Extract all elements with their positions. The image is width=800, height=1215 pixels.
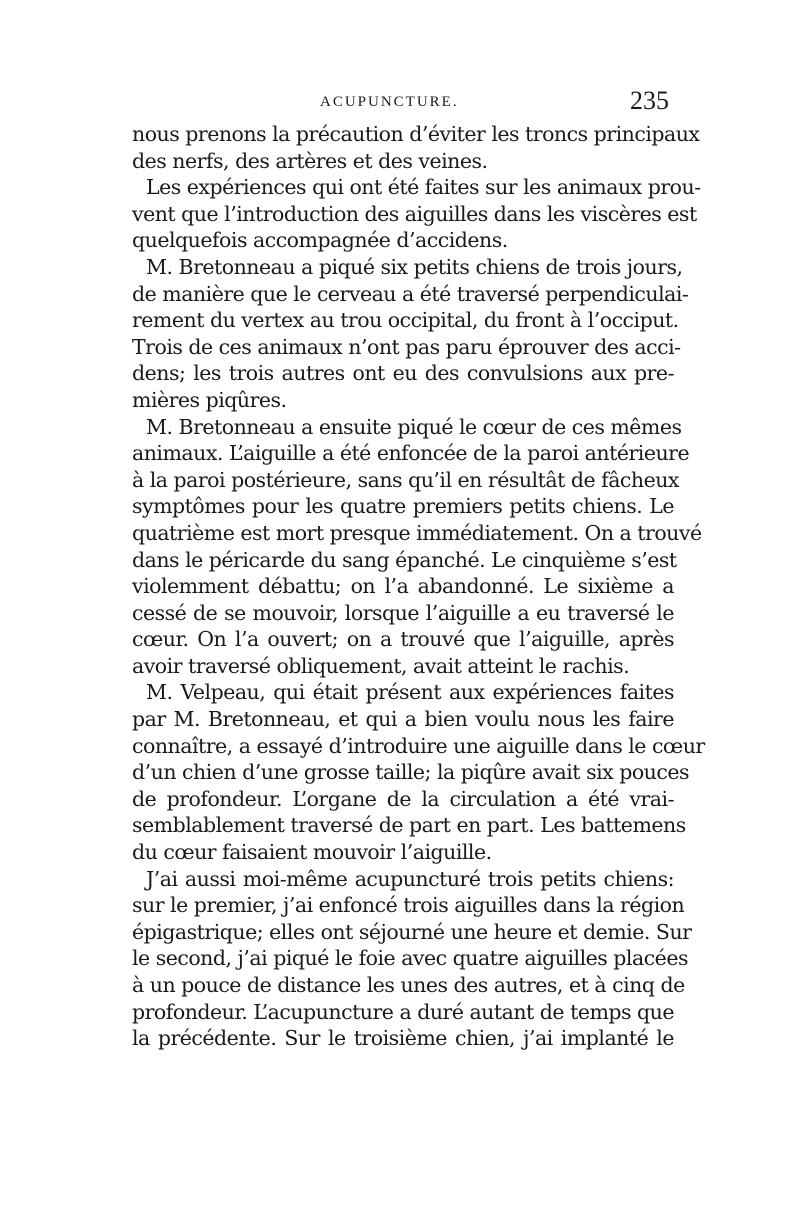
- text-line: dans le péricarde du sang épanché. Le cinquième s’est: [132, 547, 677, 572]
- text-line: vent que l’introduction des aiguilles dans les viscères est: [132, 201, 697, 226]
- text-line: violemment débattu; on l’a abandonné. Le sixième a: [132, 574, 674, 599]
- text-line: Les expériences qui ont été faites sur les animaux prou-: [146, 175, 701, 200]
- text-line: nous prenons la précaution d’éviter les troncs principaux: [132, 122, 700, 146]
- body-text: [132, 121, 705, 1052]
- text-line: animaux. L’aiguille a été enfoncée de la paroi antérieure: [132, 441, 690, 466]
- text-line: le second, j’ai piqué le foie avec quatre aiguilles placées: [132, 946, 688, 971]
- text-line: M. Bretonneau a ensuite piqué le cœur de ces mêmes: [146, 414, 682, 439]
- text-line: quatrième est mort presque immédiatement. On a trouvé: [132, 520, 702, 545]
- text-line: M. Bretonneau a piqué six petits chiens de trois jours,: [146, 254, 683, 279]
- text-line: connaître, a essayé d’introduire une aiguille dans le cœur: [132, 733, 705, 758]
- text-line: quelquefois accompagnée d’accidens.: [132, 228, 508, 253]
- text-line: la précédente. Sur le troisième chien, j’ai implanté le: [132, 1026, 674, 1051]
- text-line: dens; les trois autres ont eu des convulsions aux pre-: [132, 361, 674, 386]
- text-line: Trois de ces animaux n’ont pas paru éprouver des acci-: [132, 334, 681, 359]
- page-number: 235: [630, 86, 669, 115]
- text-line: M. Velpeau, qui était présent aux expériences faites: [146, 680, 674, 705]
- text-line: des nerfs, des artères et des veines.: [132, 148, 488, 173]
- text-line: à la paroi postérieure, sans qu’il en résultât de fâcheux: [132, 467, 679, 492]
- text-line: J’ai aussi moi-même acupuncturé trois petits chiens:: [146, 866, 674, 891]
- text-line: rement du vertex au trou occipital, du front à l’occiput.: [132, 308, 679, 333]
- text-line: par M. Bretonneau, et qui a bien voulu nous les faire: [132, 707, 674, 732]
- text-line: cœur. On l’a ouvert; on a trouvé que l’aiguille, après: [132, 627, 674, 652]
- text-line: d’un chien d’une grosse taille; la piqûre avait six pouces: [132, 760, 690, 785]
- text-line: épigastrique; elles ont séjourné une heure et demie. Sur: [132, 919, 692, 944]
- text-line: profondeur. L’acupuncture a duré autant de temps que: [132, 999, 675, 1024]
- text-line: à un pouce de distance les unes des autres, et à cinq de: [132, 973, 685, 997]
- text-line: mières piqûres.: [132, 387, 287, 412]
- text-line: symptômes pour les quatre premiers petits chiens. Le: [132, 494, 674, 519]
- text-line: de profondeur. L’organe de la circulation a été vrai-: [132, 786, 674, 811]
- text-line: sur le premier, j’ai enfoncé trois aiguilles dans la région: [132, 893, 685, 918]
- text-line: de manière que le cerveau a été traversé perpendiculai-: [132, 281, 689, 306]
- text-line: du cœur faisaient mouvoir l’aiguille.: [132, 840, 492, 865]
- text-line: semblablement traversé de part en part. Les battemens: [132, 813, 686, 838]
- running-head: ACUPUNCTURE.: [320, 94, 459, 110]
- text-line: cessé de se mouvoir, lorsque l’aiguille a eu traversé le: [132, 600, 674, 625]
- text-line: avoir traversé obliquement, avait atteint le rachis.: [132, 653, 630, 678]
